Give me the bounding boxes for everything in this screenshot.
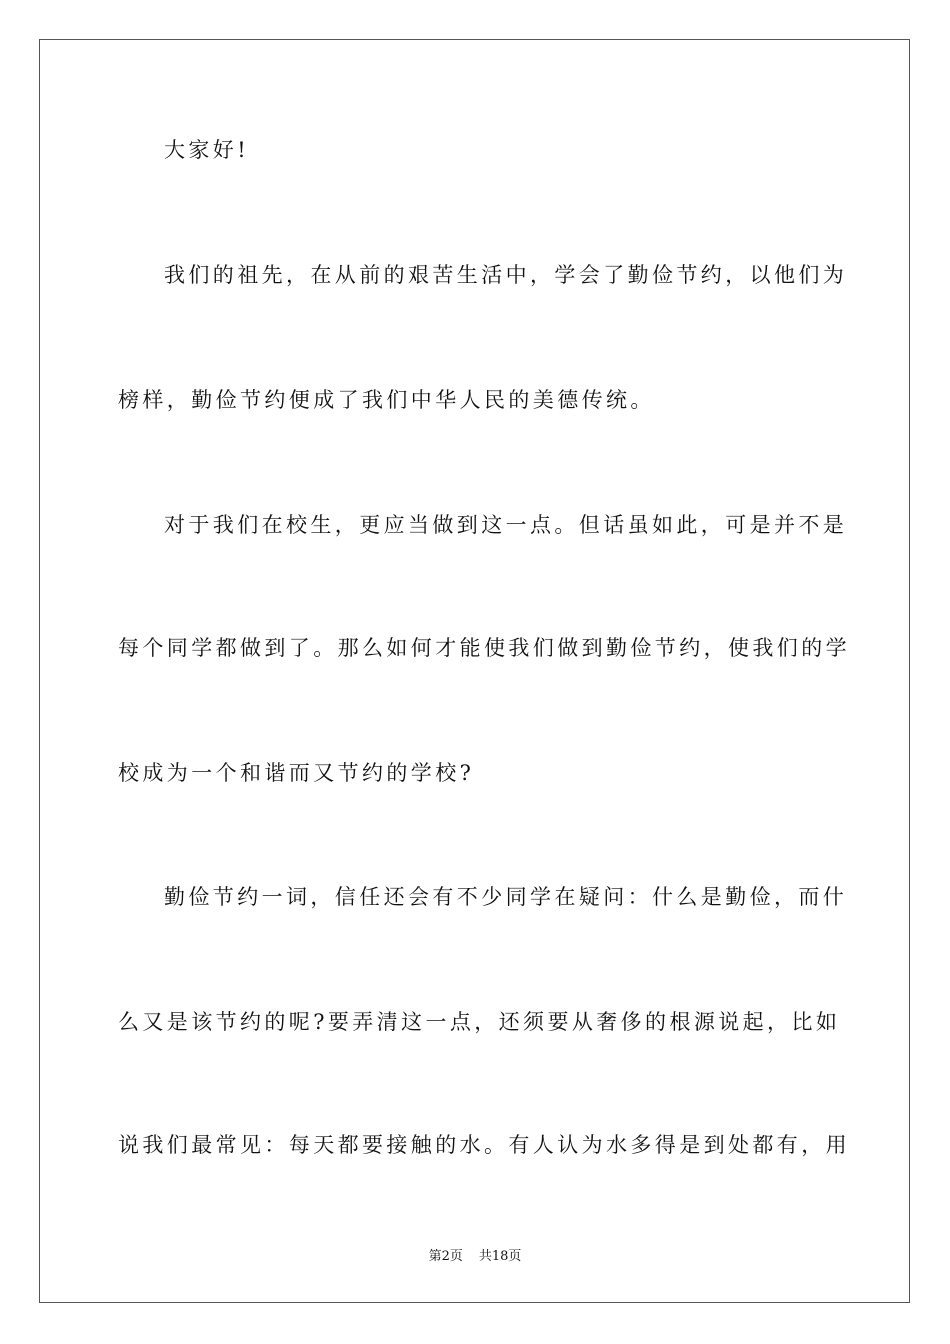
text-line: 说我们最常见：每天都要接触的水。有人认为水多得是到处都有，用	[118, 1133, 850, 1157]
text-line: 勤俭节约一词，信任还会有不少同学在疑问：什么是勤俭，而什	[164, 885, 848, 909]
text-line: 对于我们在校生，更应当做到这一点。但话虽如此，可是并不是	[164, 513, 848, 537]
text-line: 榜样，勤俭节约便成了我们中华人民的美德传统。	[118, 388, 655, 412]
text-line: 每个同学都做到了。那么如何才能使我们做到勤俭节约，使我们的学	[118, 636, 850, 660]
page-number-total: 共18页	[478, 1249, 522, 1264]
text-line: 我们的祖先，在从前的艰苦生活中，学会了勤俭节约，以他们为	[164, 263, 848, 287]
page-number-current: 第2页	[428, 1249, 463, 1264]
text-line: 大家好!	[164, 138, 250, 162]
text-line: 校成为一个和谐而又节约的学校?	[118, 761, 475, 785]
page-footer	[0, 1248, 950, 1266]
page-border	[39, 39, 910, 1303]
text-line: 么又是该节约的呢?要弄清这一点，还须要从奢侈的根源说起，比如	[118, 1010, 841, 1034]
